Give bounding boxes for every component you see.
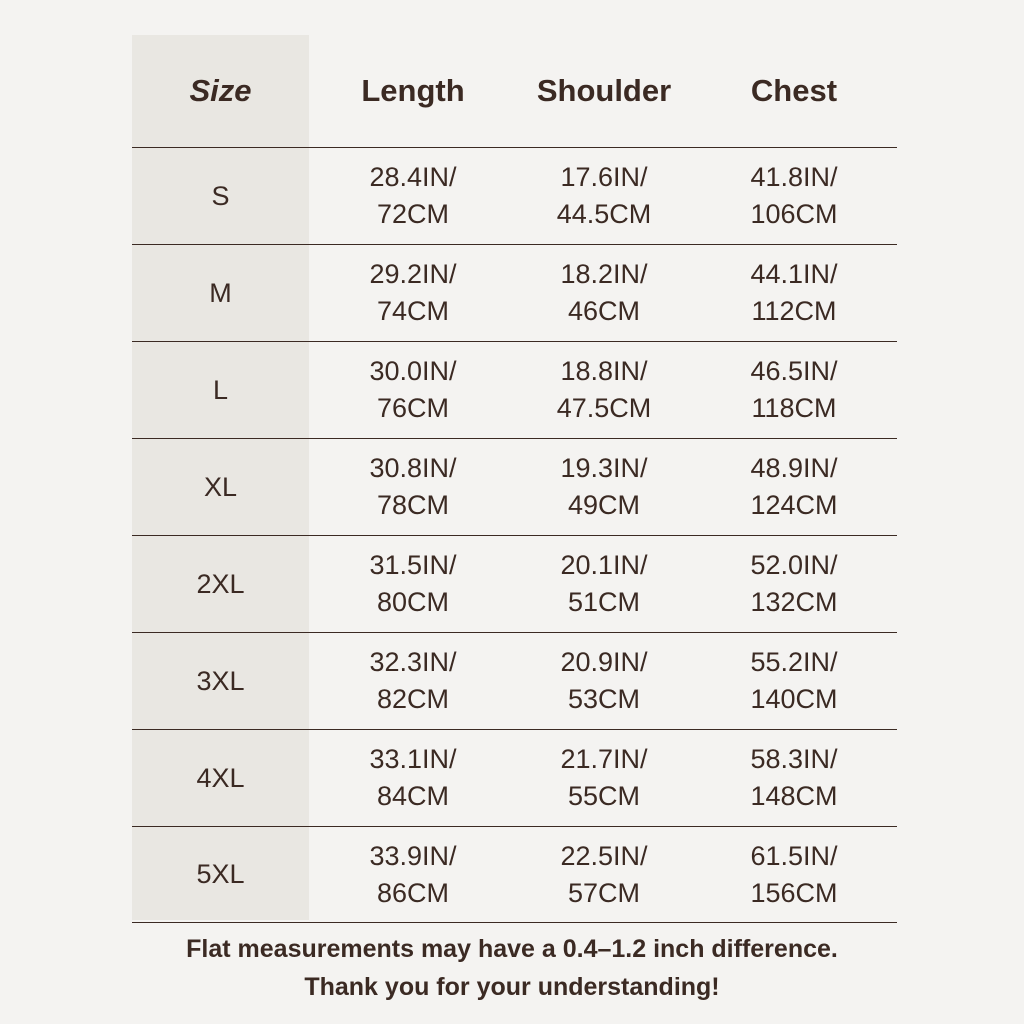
size-cell: L (132, 342, 309, 439)
header-size: Size (132, 35, 309, 148)
chest-inches: 41.8IN/ (750, 162, 838, 192)
chest-centimeters: 118CM (751, 393, 837, 423)
table-row (132, 633, 897, 730)
size-cell: 3XL (132, 633, 309, 730)
length-cell (309, 148, 517, 245)
table-row (132, 827, 897, 923)
shoulder-inches: 18.8IN/ (560, 356, 648, 386)
length-cell (309, 536, 517, 633)
chest-inches: 46.5IN/ (750, 356, 838, 386)
header-length: Length (309, 35, 517, 148)
length-inches: 29.2IN/ (369, 259, 457, 289)
footnote-line-1: Flat measurements may have a 0.4–1.2 inch difference. (186, 935, 838, 963)
length-cell (309, 730, 517, 827)
size-cell: XL (132, 439, 309, 536)
chest-inches: 55.2IN/ (750, 647, 838, 677)
header-chest: Chest (691, 35, 897, 148)
shoulder-cell (517, 342, 691, 439)
shoulder-inches: 19.3IN/ (560, 453, 648, 483)
shoulder-inches: 21.7IN/ (560, 744, 648, 774)
chest-inches: 48.9IN/ (750, 453, 838, 483)
chest-centimeters: 132CM (750, 587, 838, 617)
size-cell: 4XL (132, 730, 309, 827)
size-rows (132, 148, 897, 923)
length-cell (309, 633, 517, 730)
length-centimeters: 76CM (376, 393, 450, 423)
shoulder-centimeters: 51CM (567, 587, 641, 617)
shoulder-cell (517, 148, 691, 245)
chest-cell (691, 633, 897, 730)
chest-centimeters: 112CM (751, 296, 837, 326)
shoulder-inches: 22.5IN/ (560, 840, 648, 871)
chest-cell (691, 342, 897, 439)
table-row (132, 730, 897, 827)
chest-cell (691, 536, 897, 633)
length-centimeters: 86CM (376, 877, 450, 908)
shoulder-centimeters: 47.5CM (556, 393, 652, 423)
size-cell: M (132, 245, 309, 342)
shoulder-inches: 17.6IN/ (560, 162, 648, 192)
shoulder-centimeters: 46CM (567, 296, 641, 326)
shoulder-centimeters: 49CM (567, 490, 641, 520)
chest-centimeters: 140CM (750, 684, 838, 714)
size-chart-table (132, 35, 897, 923)
footnote (0, 930, 1024, 1006)
shoulder-inches: 18.2IN/ (560, 259, 648, 289)
length-inches: 28.4IN/ (369, 162, 457, 192)
chest-inches: 44.1IN/ (750, 259, 838, 289)
table-row (132, 342, 897, 439)
header-row (132, 35, 897, 148)
shoulder-centimeters: 55CM (567, 781, 641, 811)
length-inches: 32.3IN/ (369, 647, 457, 677)
table-row (132, 439, 897, 536)
length-centimeters: 74CM (376, 296, 450, 326)
chest-cell (691, 827, 897, 923)
length-centimeters: 80CM (376, 587, 450, 617)
chest-centimeters: 156CM (750, 877, 838, 908)
length-centimeters: 72CM (376, 199, 450, 229)
shoulder-centimeters: 44.5CM (556, 199, 652, 229)
length-centimeters: 82CM (376, 684, 450, 714)
chest-centimeters: 124CM (750, 490, 838, 520)
length-cell (309, 827, 517, 923)
length-cell (309, 342, 517, 439)
shoulder-cell (517, 827, 691, 923)
footnote-line-2: Thank you for your understanding! (304, 973, 720, 1001)
chest-centimeters: 106CM (750, 199, 838, 229)
shoulder-cell (517, 730, 691, 827)
length-cell (309, 245, 517, 342)
length-inches: 31.5IN/ (369, 550, 457, 580)
shoulder-cell (517, 536, 691, 633)
length-inches: 30.0IN/ (369, 356, 457, 386)
table-row (132, 148, 897, 245)
shoulder-centimeters: 57CM (567, 877, 641, 908)
chest-cell (691, 730, 897, 827)
chest-cell (691, 245, 897, 342)
chest-inches: 58.3IN/ (750, 744, 838, 774)
chest-inches: 61.5IN/ (750, 840, 838, 871)
length-centimeters: 78CM (376, 490, 450, 520)
chest-inches: 52.0IN/ (750, 550, 838, 580)
length-inches: 30.8IN/ (369, 453, 457, 483)
size-cell: S (132, 148, 309, 245)
chest-centimeters: 148CM (750, 781, 838, 811)
length-inches: 33.1IN/ (369, 744, 457, 774)
chest-cell (691, 148, 897, 245)
header-shoulder: Shoulder (517, 35, 691, 148)
size-cell: 5XL (132, 827, 309, 923)
shoulder-inches: 20.9IN/ (560, 647, 648, 677)
shoulder-cell (517, 245, 691, 342)
table-row (132, 245, 897, 342)
length-inches: 33.9IN/ (369, 840, 457, 871)
shoulder-centimeters: 53CM (567, 684, 641, 714)
shoulder-inches: 20.1IN/ (560, 550, 648, 580)
shoulder-cell (517, 439, 691, 536)
length-centimeters: 84CM (376, 781, 450, 811)
chest-cell (691, 439, 897, 536)
length-cell (309, 439, 517, 536)
shoulder-cell (517, 633, 691, 730)
size-cell: 2XL (132, 536, 309, 633)
table-row (132, 536, 897, 633)
